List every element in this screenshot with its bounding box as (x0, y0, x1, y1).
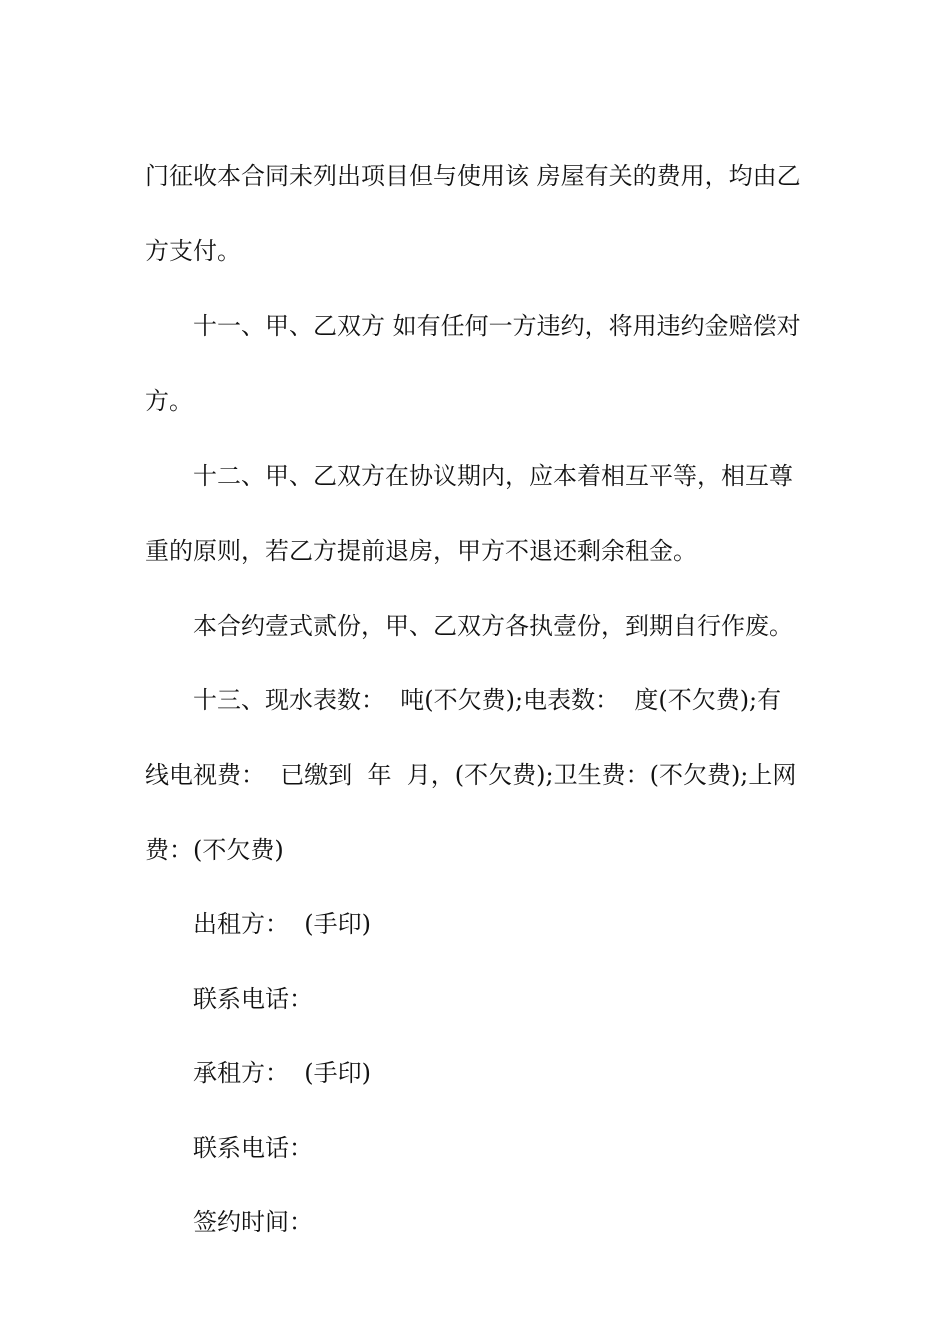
clause-11: 十一、甲、乙双方 如有任何一方违约，将用违约金赔偿对 (193, 312, 801, 340)
lessee-phone: 联系电话： (193, 1134, 313, 1162)
clause-12: 十二、甲、乙双方在协议期内，应本着相互平等，相互尊 (193, 462, 793, 490)
lessor-phone: 联系电话： (193, 985, 313, 1013)
text-line: 费：(不欠费) (145, 836, 284, 864)
text-line: 门征收本合同未列出项目但与使用该 房屋有关的费用，均由乙 (145, 162, 801, 190)
text-line: 线电视费： 已缴到 年 月，(不欠费);卫生费：(不欠费);上网 (145, 761, 797, 789)
text-line: 方。 (145, 387, 193, 415)
clause-13: 十三、现水表数： 吨(不欠费);电表数： 度(不欠费);有 (193, 686, 782, 714)
text-line: 方支付。 (145, 237, 241, 265)
lessee-signature: 承租方： (手印) (193, 1059, 371, 1087)
text-line: 重的原则，若乙方提前退房，甲方不退还剩余租金。 (145, 537, 697, 565)
copies-clause: 本合约壹式贰份，甲、乙双方各执壹份，到期自行作废。 (193, 612, 793, 640)
signing-date: 签约时间： (193, 1208, 313, 1236)
lessor-signature: 出租方： (手印) (193, 910, 371, 938)
